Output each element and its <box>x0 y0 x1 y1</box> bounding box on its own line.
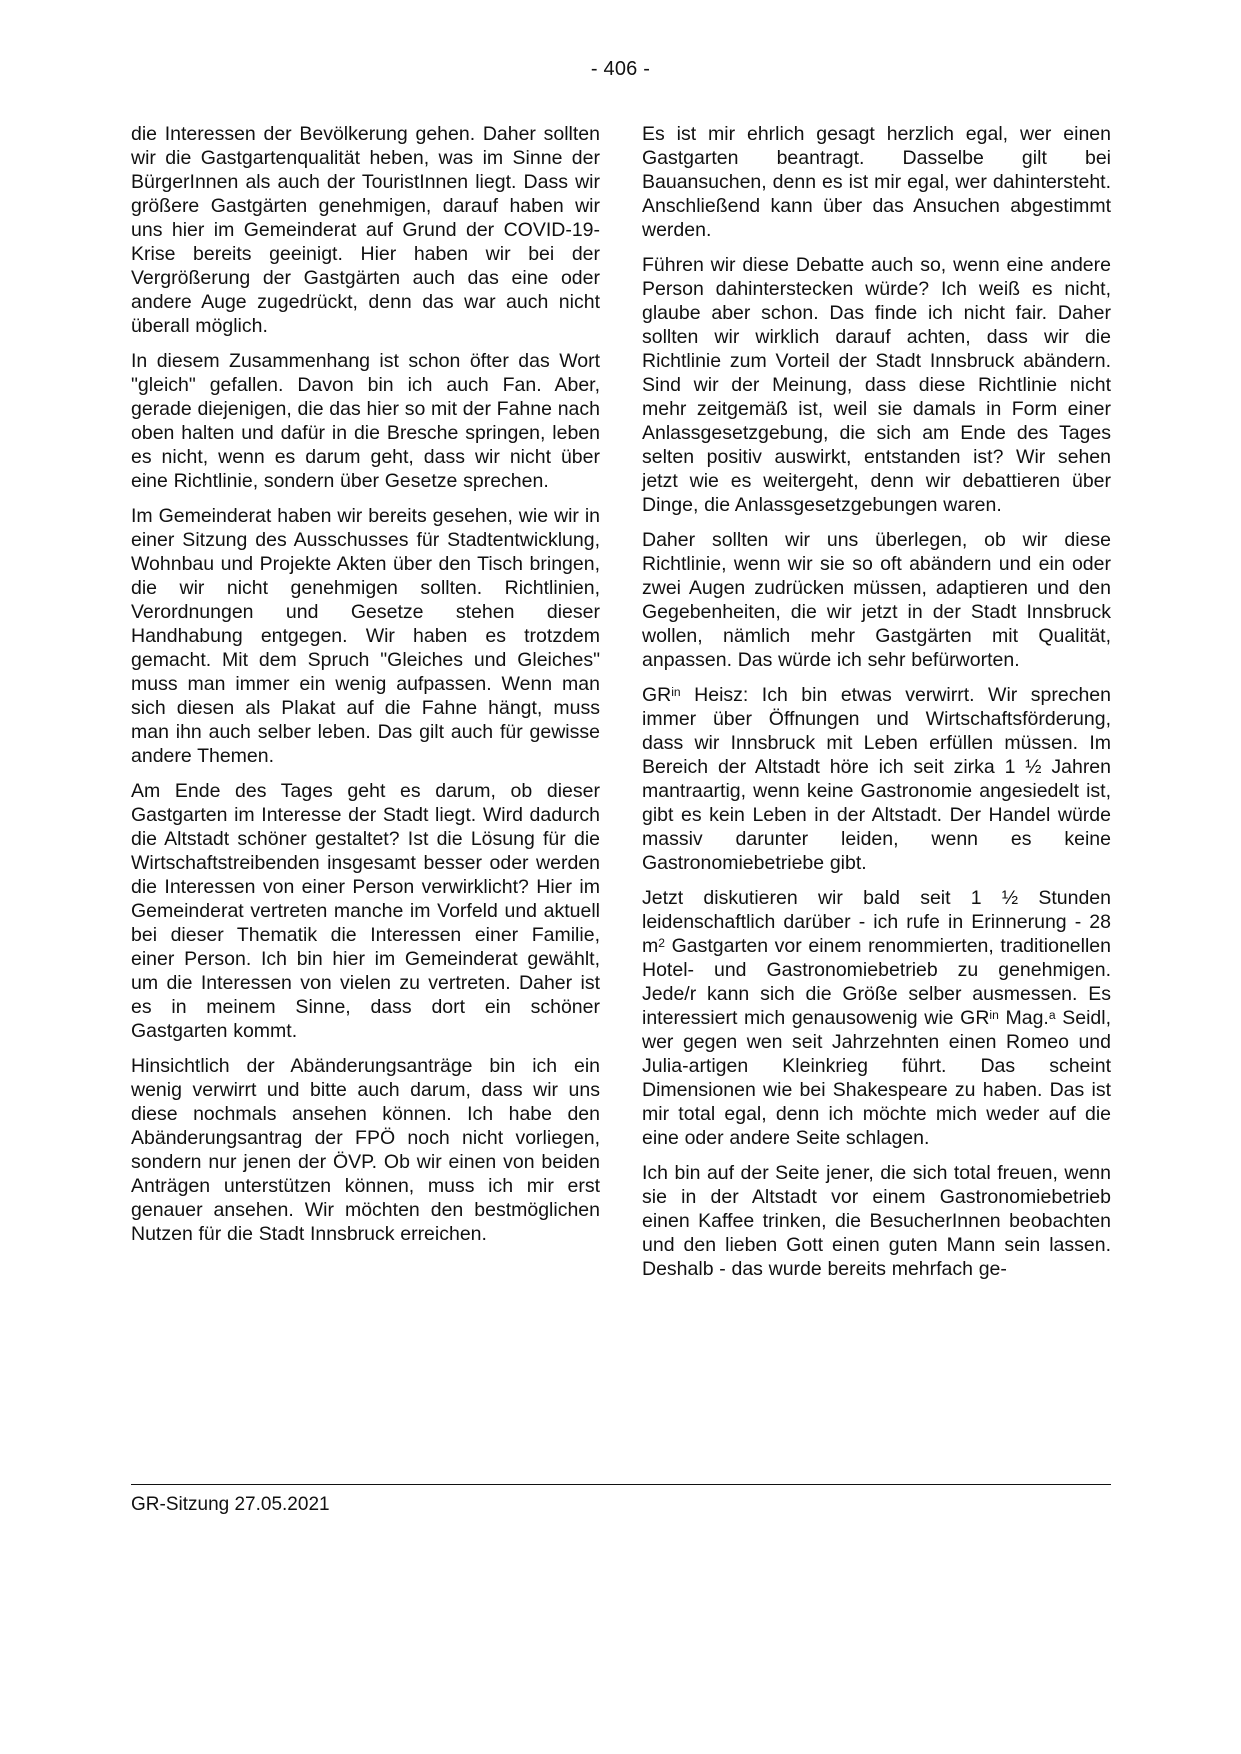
paragraph: Am Ende des Tages geht es darum, ob dieser Gastgarten im Interesse der Stadt liegt. Wird dadurch die Altstadt schöner gestaltet? Ist die Lösung für die Wirtschaftstreibenden insgesamt besser oder werden die Interessen von einer Person verwirklicht? Hier im Gemeinderat vertreten manche im Vorfeld und aktuell bei dieser Thematik die Interessen einer Familie, einer Person. Ich bin hier im Gemeinderat gewählt, um die Interessen von vielen zu vertreten. Daher ist es in meinem Sinne, dass dort ein schöner Gastgarten kommt. <box>131 780 600 1042</box>
paragraph: Jetzt diskutieren wir bald seit 1 ½ Stunden leidenschaftlich darüber - ich rufe in Erinnerung - 28 $m^2$ Gastgarten vor einem renommierten, traditionellen Hotel- und Gastronomiebetrieb zu genehmigen. Jede/r kann sich die Größe selber ausmessen. Es interessiert mich genausowenig wie $GR^{in}$ Mag.$^a$ Seidl, wer gegen wen seit Jahrzehnten einen Romeo und Julia-artigen Kleinkrieg führt. Das scheint Dimensionen wie bei Shakespeare zu haben. Das ist mir total egal, denn ich möchte mich weder auf die eine oder andere Seite schlagen. <box>642 887 1111 1149</box>
footer-session-label: GR-Sitzung 27.05.2021 <box>131 1494 330 1515</box>
page-content <box>131 122 1111 1292</box>
footer-divider <box>131 1484 1111 1485</box>
paragraph: Hinsichtlich der Abänderungsanträge bin ich ein wenig verwirrt und bitte auch darum, dass wir uns diese nochmals ansehen können. Ich habe den Abänderungsantrag der FPÖ noch nicht vorliegen, sondern nur jenen der ÖVP. Ob wir einen von beiden Anträgen unterstützen können, muss ich mir erst genauer ansehen. Wir möchten den bestmöglichen Nutzen für die Stadt Innsbruck erreichen. <box>131 1055 600 1245</box>
paragraph: Daher sollten wir uns überlegen, ob wir diese Richtlinie, wenn wir sie so oft abändern und ein oder zwei Augen zudrücken müssen, adaptieren und den Gegebenheiten, die wir jetzt in der Stadt Innsbruck wollen, nämlich mehr Gastgärten mit Qualität, anpassen. Das würde ich sehr befürworten. <box>642 529 1111 671</box>
page-number: - 406 - <box>590 58 651 80</box>
paragraph: Führen wir diese Debatte auch so, wenn eine andere Person dahinterstecken würde? Ich weiß es nicht, glaube aber schon. Das finde ich nicht fair. Daher sollten wir wirklich darauf achten, dass wir die Richtlinie zum Vorteil der Stadt Innsbruck abändern. Sind wir der Meinung, dass diese Richtlinie nicht mehr zeitgemäß ist, weil sie damals in Form einer Anlassgesetzgebung, die sich am Ende des Tages selten positiv auswirkt, entstanden ist? Wir sehen jetzt wie es weitergeht, denn wir debattieren über Dinge, die Anlassgesetzgebungen waren. <box>642 254 1111 516</box>
paragraph: Es ist mir ehrlich gesagt herzlich egal, wer einen Gastgarten beantragt. Dasselbe gilt bei Bauansuchen, denn es ist mir egal, wer dahintersteht. Anschließend kann über das Ansuchen abgestimmt werden. <box>642 123 1111 241</box>
paragraph: In diesem Zusammenhang ist schon öfter das Wort "gleich" gefallen. Davon bin ich auch Fan. Aber, gerade diejenigen, die das hier so mit der Fahne nach oben halten und dafür in die Bresche springen, leben es nicht, wenn es darum geht, dass wir nicht über eine Richtlinie, sondern über Gesetze sprechen. <box>131 350 600 492</box>
paragraph: $GR^{in}$ Heisz: Ich bin etwas verwirrt. Wir sprechen immer über Öffnungen und Wirtschaftsförderung, dass wir Innsbruck mit Leben erfüllen müssen. Im Bereich der Altstadt höre ich seit zirka 1 ½ Jahren mantraartig, wenn keine Gastronomie angesiedelt ist, gibt es kein Leben in der Altstadt. Der Handel würde massiv darunter leiden, wenn es keine Gastronomiebetriebe gibt. <box>642 684 1111 874</box>
paragraph: Im Gemeinderat haben wir bereits gesehen, wie wir in einer Sitzung des Ausschusses für Stadtentwicklung, Wohnbau und Projekte Akten über den Tisch bringen, die wir nicht genehmigen sollten. Richtlinien, Verordnungen und Gesetze stehen dieser Handhabung entgegen. Wir haben es trotzdem gemacht. Mit dem Spruch "Gleiches und Gleiches" muss man immer ein wenig aufpassen. Wenn man sich diesen als Plakat auf die Fahne hängt, muss man ihn auch selber leben. Das gilt auch für gewisse andere Themen. <box>131 505 600 767</box>
paragraph: Ich bin auf der Seite jener, die sich total freuen, wenn sie in der Altstadt vor einem Gastronomiebetrieb einen Kaffee trinken, die BesucherInnen beobachten und den lieben Gott einen guten Mann sein lassen. Deshalb - das wurde bereits mehrfach ge- <box>642 1162 1111 1280</box>
column-right <box>642 122 1111 1292</box>
column-left <box>131 122 600 1292</box>
page-footer <box>131 1484 1111 1516</box>
paragraph: die Interessen der Bevölkerung gehen. Daher sollten wir die Gastgartenqualität heben, was im Sinne der BürgerInnen als auch der TouristInnen liegt. Dass wir größere Gastgärten genehmigen, darauf haben wir uns hier im Gemeinderat auf Grund der COVID-19-Krise bereits geeinigt. Hier haben wir bei der Vergrößerung der Gastgärten auch das eine oder andere Auge zugedrückt, denn das war auch nicht überall möglich. <box>131 123 600 337</box>
